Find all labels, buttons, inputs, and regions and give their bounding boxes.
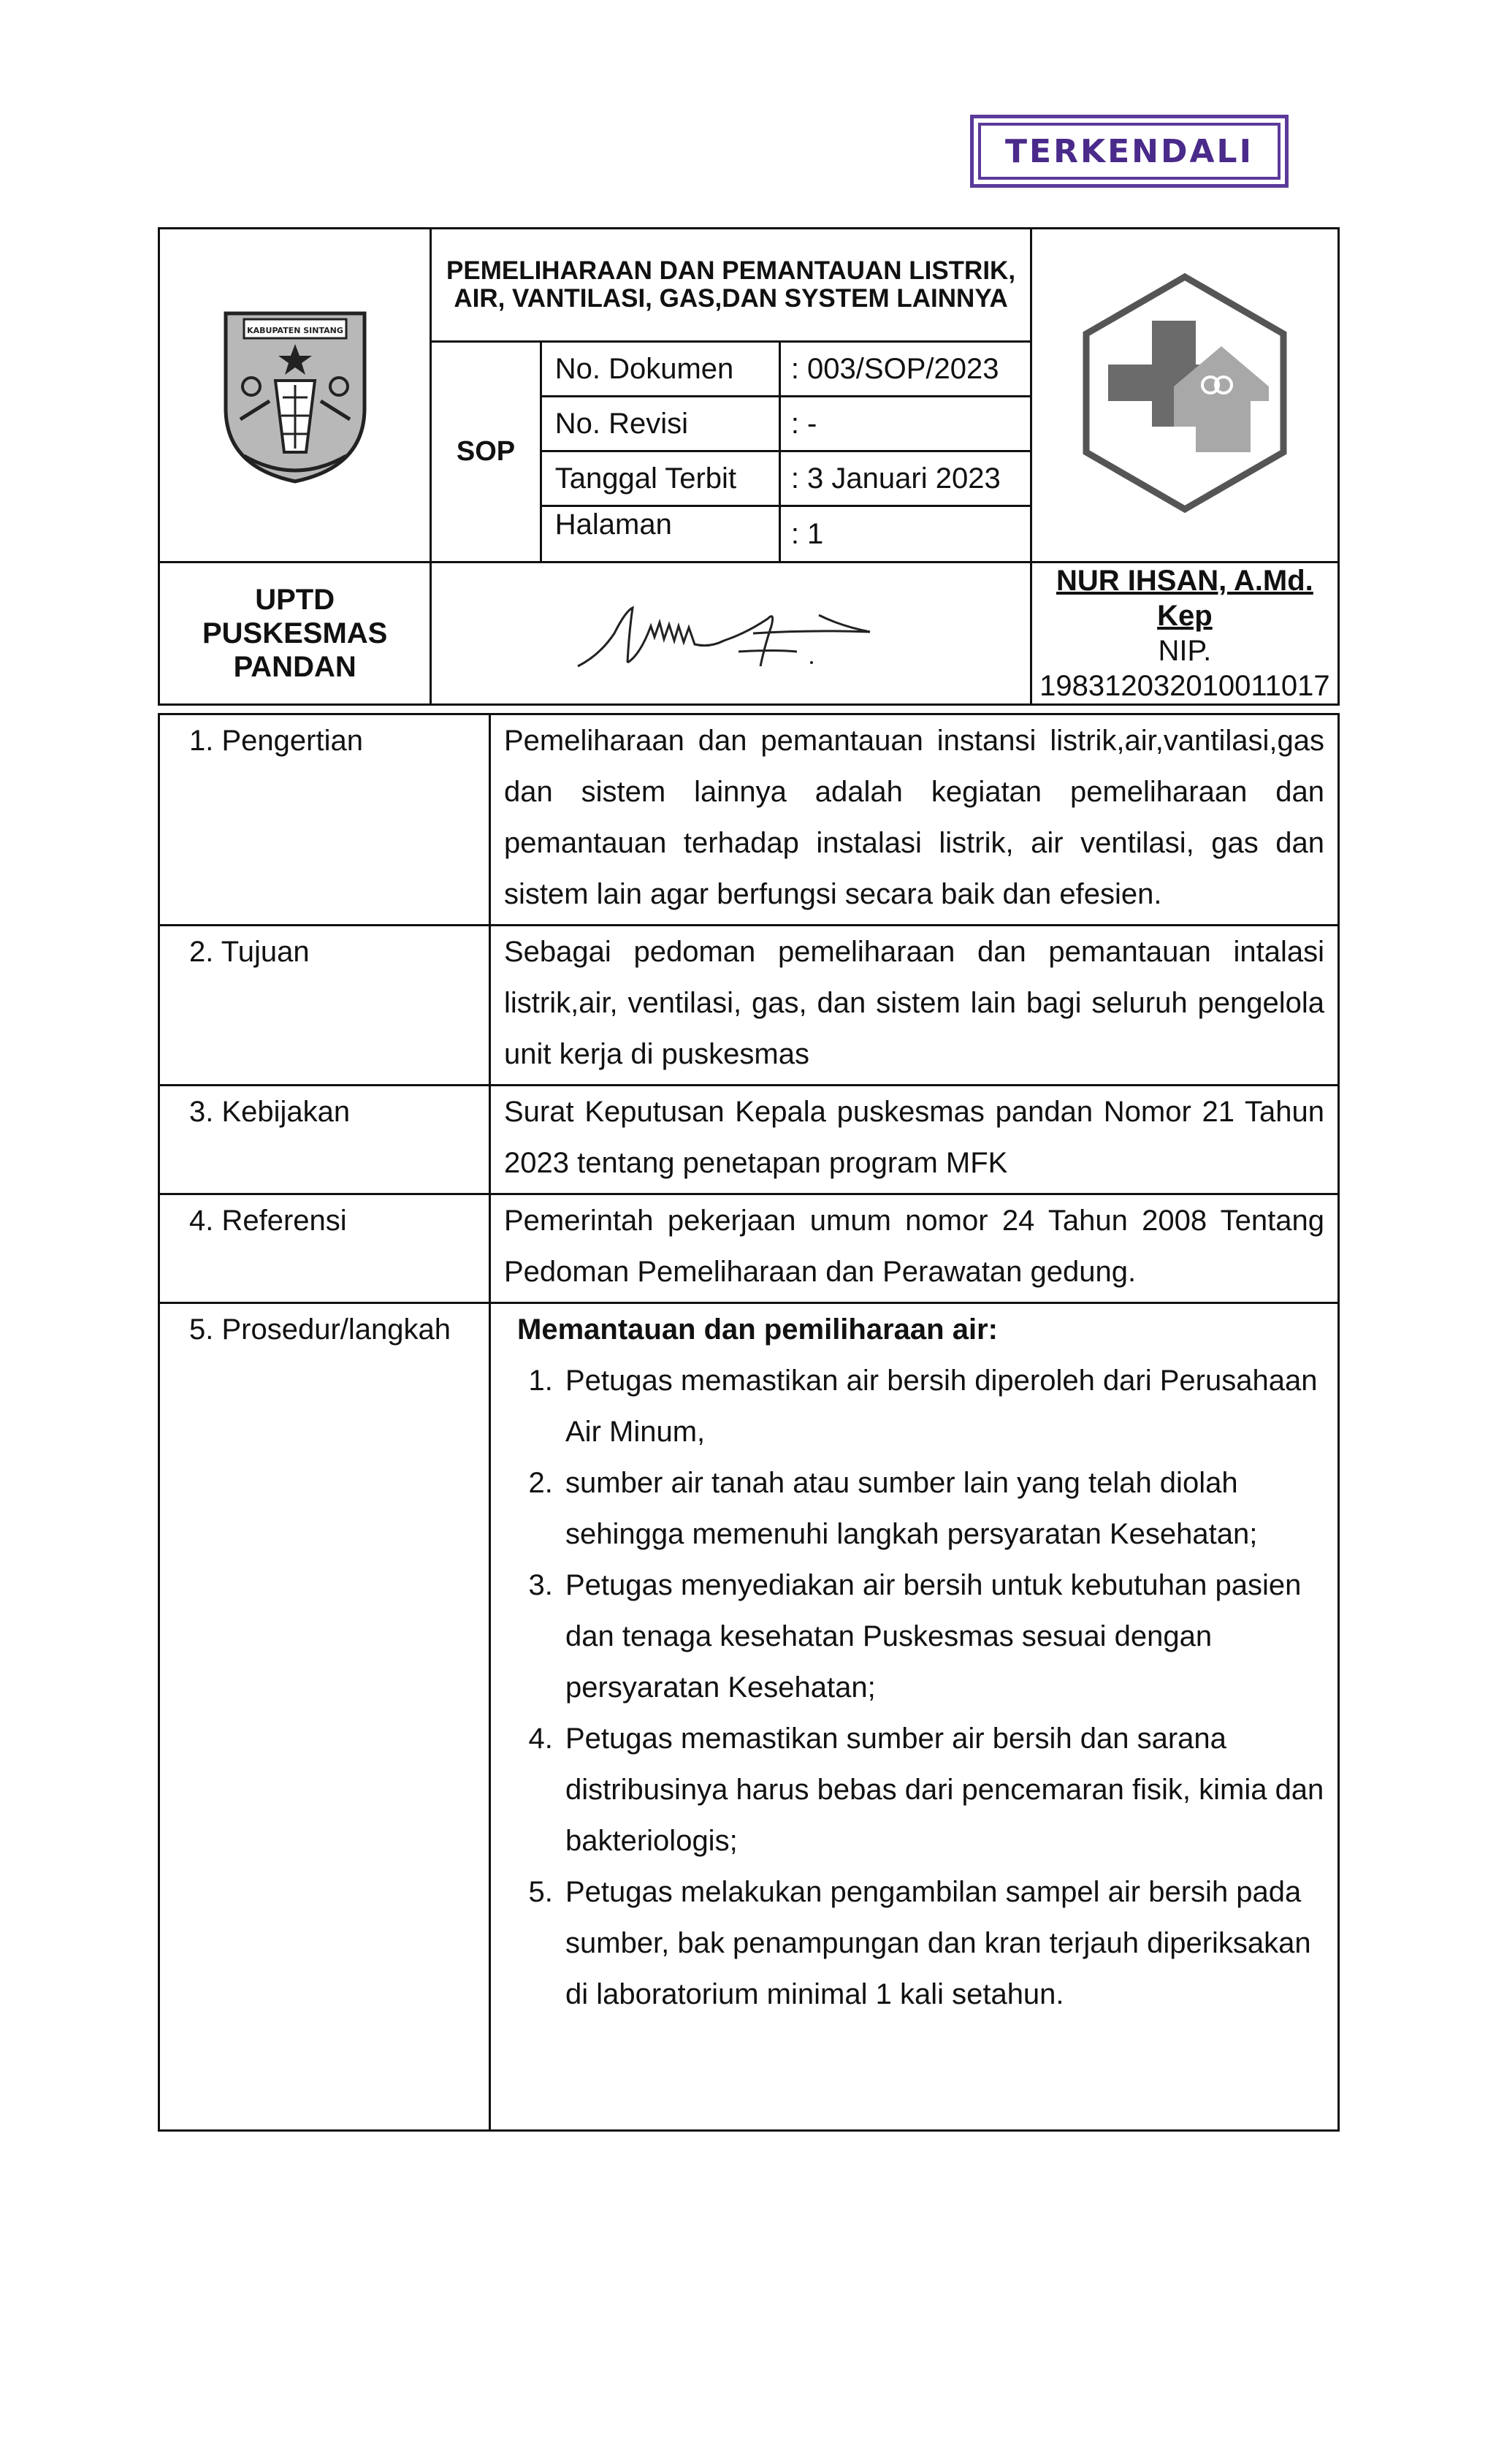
regency-crest-icon xyxy=(211,299,379,489)
table-row xyxy=(159,714,1339,926)
head-of-unit xyxy=(1031,562,1338,705)
row-text-tujuan: Sebagai pedoman pemeliharaan dan pemantauan intalasi listrik,air, ventilasi, gas, dan sistem lain bagi seluruh pengelola unit kerja di puskesmas xyxy=(490,926,1339,1086)
row-label-prosedur: 5. Prosedur/langkah xyxy=(159,1303,490,2131)
page-value: : 1 xyxy=(779,506,1031,562)
table-row xyxy=(159,1194,1339,1303)
row-text-kebijakan: Surat Keputusan Kepala puskesmas pandan Nomor 21 Tahun 2023 tentang penetapan program MFK xyxy=(490,1086,1339,1194)
unit-line-1: UPTD xyxy=(255,584,335,616)
stamp-text: TERKENDALI xyxy=(978,123,1281,180)
regency-logo-cell xyxy=(159,229,431,562)
procedure-cell xyxy=(490,1303,1339,2131)
unit-line-2: PUSKESMAS xyxy=(202,617,388,649)
unit-line-3: PANDAN xyxy=(233,651,356,683)
head-name: NUR IHSAN, A.Md. Kep xyxy=(1056,565,1313,632)
issue-date-value: : 3 Januari 2023 xyxy=(779,451,1031,506)
row-label-kebijakan: 3. Kebijakan xyxy=(159,1086,490,1194)
list-item: 5. Petugas melakukan pengambilan sampel air bersih pada sumber, bak penampungan dan kran terjauh diperiksakan di laboratorium minimal 1 kali setahun. xyxy=(561,1866,1324,2020)
sop-header-table xyxy=(158,227,1340,706)
list-item: 4. Petugas memastikan sumber air bersih dan sarana distribusinya harus bebas dari pencemaran fisik, kimia dan bakteriologis; xyxy=(561,1713,1324,1866)
page-label: Halaman xyxy=(541,506,779,562)
sop-content-table xyxy=(158,713,1340,2132)
document-title: PEMELIHARAAN DAN PEMANTAUAN LISTRIK, AIR, VANTILASI, GAS,DAN SYSTEM LAINNYA xyxy=(431,229,1031,342)
row-label-referensi: 4. Referensi xyxy=(159,1194,490,1303)
revision-label: No. Revisi xyxy=(541,397,779,451)
table-row xyxy=(159,1086,1339,1194)
procedure-steps xyxy=(517,1355,1324,2020)
table-row xyxy=(159,926,1339,1086)
table-row xyxy=(159,1303,1339,2131)
crest-caption: KABUPATEN SINTANG xyxy=(246,325,343,335)
puskesmas-logo-cell xyxy=(1031,229,1338,562)
signature-image xyxy=(432,582,980,684)
doc-number-value: : 003/SOP/2023 xyxy=(779,342,1031,397)
puskesmas-logo-icon xyxy=(1075,270,1294,518)
head-nip: NIP. 198312032010011017 xyxy=(1039,635,1330,702)
doc-number-label: No. Dokumen xyxy=(541,342,779,397)
list-item: 1. Petugas memastikan air bersih diperoleh dari Perusahaan Air Minum, xyxy=(561,1355,1324,1457)
list-item: 3. Petugas menyediakan air bersih untuk kebutuhan pasien dan tenaga kesehatan Puskesmas sesuai dengan persyaratan Kesehatan; xyxy=(561,1560,1324,1713)
revision-value: : - xyxy=(779,397,1031,451)
row-text-referensi: Pemerintah pekerjaan umum nomor 24 Tahun 2008 Tentang Pedoman Pemeliharaan dan Perawatan gedung. xyxy=(490,1194,1339,1303)
terkendali-stamp xyxy=(970,115,1289,188)
unit-name xyxy=(159,562,431,705)
row-label-pengertian: 1. Pengertian xyxy=(159,714,490,926)
procedure-title: Memantauan dan pemiliharaan air: xyxy=(517,1313,998,1346)
row-text-pengertian: Pemeliharaan dan pemantauan instansi listrik,air,vantilasi,gas dan sistem lainnya adalah kegiatan pemeliharaan dan pemantauan terhadap instalasi listrik, air ventilasi, gas dan sistem lain agar berfungsi secara baik dan efesien. xyxy=(490,714,1339,926)
row-label-tujuan: 2. Tujuan xyxy=(159,926,490,1086)
list-item: 2. sumber air tanah atau sumber lain yang telah diolah sehingga memenuhi langkah persyaratan Kesehatan; xyxy=(561,1457,1324,1560)
issue-date-label: Tanggal Terbit xyxy=(541,451,779,506)
signature-cell xyxy=(431,562,1031,705)
sop-label: SOP xyxy=(431,342,541,562)
